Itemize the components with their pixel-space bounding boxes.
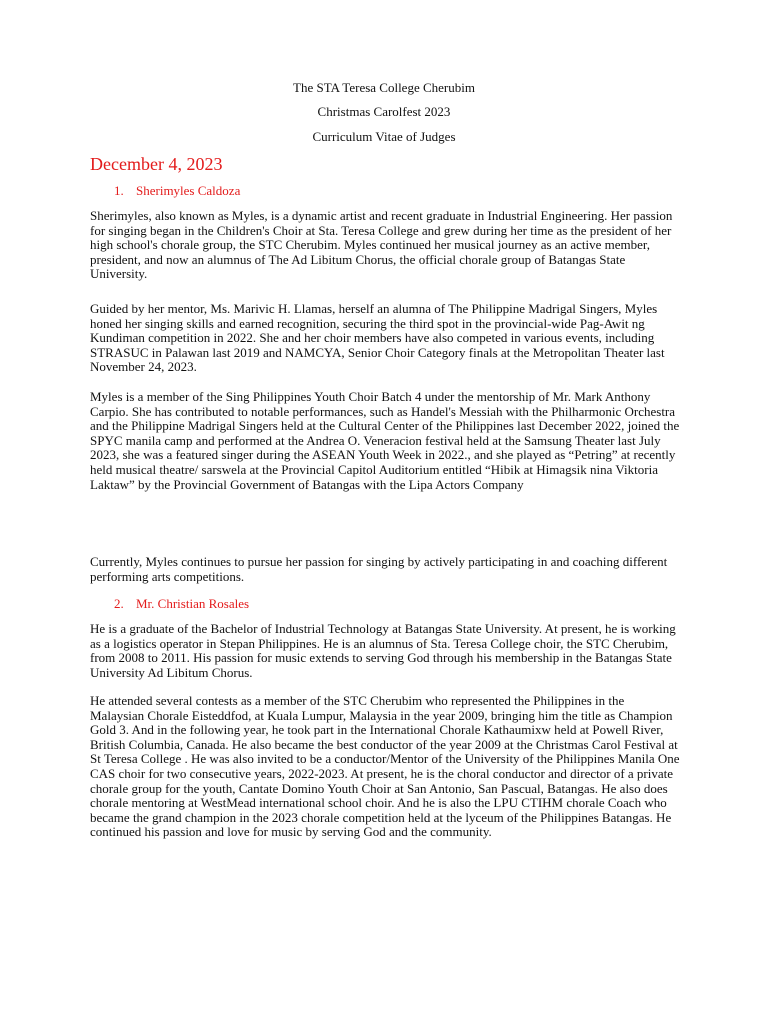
judge-1-paragraph-4: Currently, Myles continues to pursue her passion for singing by actively participating in and coaching different performing arts competitions. [90, 554, 668, 584]
judge-1-heading [114, 183, 240, 199]
header-document-title: Curriculum Vitae of Judges [312, 129, 456, 144]
judge-1-paragraph-1: Sherimyles, also known as Myles, is a dynamic artist and recent graduate in Industrial Engineering. Her passion for singing began in the Children's Choir at Sta. Teresa College and grew during her time as the president of her high school's chorale group, the STC Cherubim. Myles continued her musical journey as an active member, president, and now an alumnus of The Ad Libitum Chorus, the official chorale group of Batangas State University. [90, 208, 673, 282]
judge-2-name: Mr. Christian Rosales [136, 596, 250, 611]
header-college-name: The STA Teresa College Cherubim [293, 80, 475, 95]
header-event-name: Christmas Carolfest 2023 [317, 104, 451, 119]
judge-1-paragraph-3: Myles is a member of the Sing Philippines Youth Choir Batch 4 under the mentorship of Mr. Mark Anthony Carpio. She has contributed to notable performances, such as Handel's Messiah with the Philharmonic Orchestra and the Philippine Madrigal Singers held at the Cultural Center of the Philippines last December 2022, joined the SPYC manila camp and performed at the Andrea O. Veneracion festival held at the Samsung Theater last July 2023, she was a featured singer during the ASEAN Youth Week in 2022., and she played as “Petring” at recently held musical theatre/ sarswela at the Provincial Capitol Auditorium entitled “Hibik at Himagsik nina Viktoria Laktaw” by the Provincial Government of Batangas with the Lipa Actors Company [90, 389, 680, 492]
judge-1-number: 1. [114, 183, 124, 198]
judge-2-paragraph-2: He attended several contests as a member of the STC Cherubim who represented the Philippines in the Malaysian Chorale Eisteddfod, at Kuala Lumpur, Malaysia in the year 2009, bringing him the title as Champion Gold 3. And in the following year, he took part in the International Chorale Kathaumixw held at Powell River, British Columbia, Canada. He also became the best conductor of the year 2009 at the Christmas Carol Festival at St Teresa College . He was also invited to be a conductor/Mentor of the University of the Philippines Manila One CAS choir for two consecutive years, 2022-2023. At present, he is the choral conductor and director of a private chorale group for the youth, Cantate Domino Youth Choir at San Antonio, San Pascual, Batangas. He also does chorale mentoring at WestMead international school choir. And he is also the LPU CTIHM chorale Coach who became the grand champion in the 2023 chorale competition held at the lyceum of the Philippines Batangas. He continued his passion and love for music by serving God and the community. [90, 693, 680, 840]
judge-1-paragraph-2: Guided by her mentor, Ms. Marivic H. Llamas, herself an alumna of The Philippine Madrigal Singers, Myles honed her singing skills and earned recognition, securing the third spot in the provincial-wide Pag-Awit ng Kundiman competition in 2022. She and her choir members have also competed in various events, including STRASUC in Palawan last 2019 and NAMCYA, Senior Choir Category finals at the Metropolitan Theater last November 24, 2023. [90, 301, 665, 375]
judge-2-heading [114, 596, 249, 612]
judge-2-number: 2. [114, 596, 124, 611]
judge-2-paragraph-1: He is a graduate of the Bachelor of Industrial Technology at Batangas State University. At present, he is working as a logistics operator in Stepan Philippines. He is an alumnus of Sta. Teresa College choir, the STC Cherubim, from 2008 to 2011. His passion for music extends to serving God through his membership in the Batangas State University Ad Libitum Chorus. [90, 621, 676, 680]
judge-1-name: Sherimyles Caldoza [136, 183, 241, 198]
date-heading: December 4, 2023 [90, 154, 223, 174]
